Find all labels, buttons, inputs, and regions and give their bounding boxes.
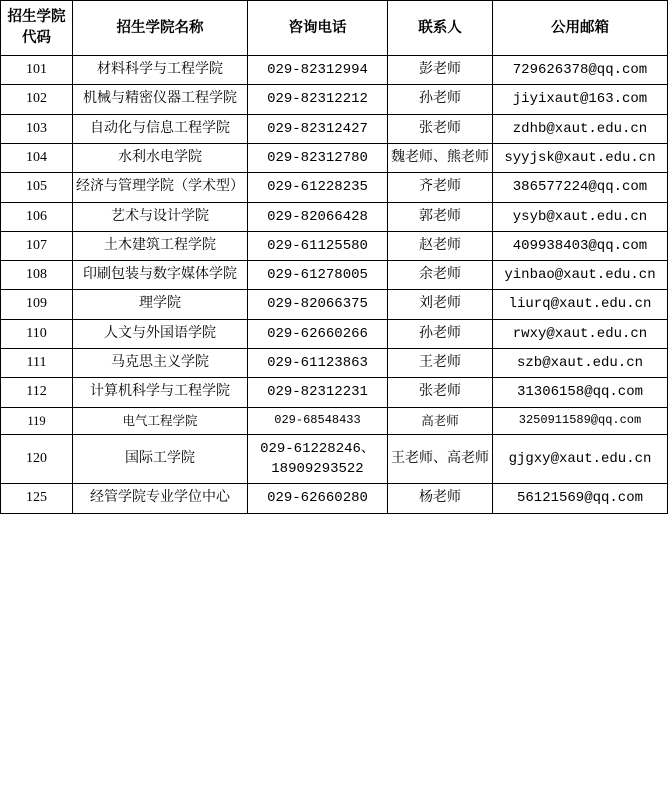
cell-college-name: 材料科学与工程学院 [73, 56, 248, 85]
cell-college-name: 电气工程学院 [73, 407, 248, 434]
cell-phone: 029-82312780 [248, 143, 388, 172]
cell-email: syyjsk@xaut.edu.cn [493, 143, 668, 172]
cell-college-code: 101 [1, 56, 73, 85]
table-row [1, 231, 668, 260]
cell-college-code: 119 [1, 407, 73, 434]
cell-phone: 029-61228235 [248, 173, 388, 202]
cell-email: zdhb@xaut.edu.cn [493, 114, 668, 143]
cell-phone: 029-62660280 [248, 484, 388, 513]
cell-college-name: 机械与精密仪器工程学院 [73, 85, 248, 114]
cell-college-name: 国际工学院 [73, 434, 248, 484]
cell-contact-person: 余老师 [388, 261, 493, 290]
table-row [1, 114, 668, 143]
cell-contact-person: 彭老师 [388, 56, 493, 85]
cell-college-code: 109 [1, 290, 73, 319]
cell-email: rwxy@xaut.edu.cn [493, 319, 668, 348]
cell-contact-person: 郭老师 [388, 202, 493, 231]
cell-email: 729626378@qq.com [493, 56, 668, 85]
cell-college-name: 经管学院专业学位中心 [73, 484, 248, 513]
column-header-phone: 咨询电话 [248, 1, 388, 56]
cell-phone: 029-82312427 [248, 114, 388, 143]
cell-phone: 029-82312212 [248, 85, 388, 114]
cell-email: szb@xaut.edu.cn [493, 349, 668, 378]
cell-email: 386577224@qq.com [493, 173, 668, 202]
cell-college-name: 土木建筑工程学院 [73, 231, 248, 260]
table-row [1, 349, 668, 378]
column-header-email: 公用邮箱 [493, 1, 668, 56]
table-row [1, 378, 668, 407]
table-row [1, 290, 668, 319]
cell-college-name: 计算机科学与工程学院 [73, 378, 248, 407]
cell-contact-person: 张老师 [388, 114, 493, 143]
cell-college-code: 120 [1, 434, 73, 484]
cell-college-code: 105 [1, 173, 73, 202]
table-row [1, 56, 668, 85]
cell-college-code: 125 [1, 484, 73, 513]
cell-college-code: 107 [1, 231, 73, 260]
cell-phone: 029-61125580 [248, 231, 388, 260]
cell-phone: 029-61123863 [248, 349, 388, 378]
cell-college-code: 112 [1, 378, 73, 407]
cell-contact-person: 杨老师 [388, 484, 493, 513]
cell-contact-person: 高老师 [388, 407, 493, 434]
table-row [1, 484, 668, 513]
column-header-contact-person: 联系人 [388, 1, 493, 56]
cell-email: 56121569@qq.com [493, 484, 668, 513]
table-row [1, 261, 668, 290]
table-row [1, 173, 668, 202]
table-row [1, 85, 668, 114]
cell-email: ysyb@xaut.edu.cn [493, 202, 668, 231]
table-row [1, 319, 668, 348]
cell-phone: 029-61278005 [248, 261, 388, 290]
cell-college-name: 自动化与信息工程学院 [73, 114, 248, 143]
cell-phone: 029-82066428 [248, 202, 388, 231]
table-row [1, 434, 668, 484]
cell-college-name: 人文与外国语学院 [73, 319, 248, 348]
cell-contact-person: 王老师、高老师 [388, 434, 493, 484]
cell-college-code: 106 [1, 202, 73, 231]
cell-contact-person: 张老师 [388, 378, 493, 407]
cell-phone: 029-82066375 [248, 290, 388, 319]
cell-contact-person: 孙老师 [388, 319, 493, 348]
cell-college-code: 103 [1, 114, 73, 143]
cell-email: 409938403@qq.com [493, 231, 668, 260]
column-header-college-name: 招生学院名称 [73, 1, 248, 56]
table-body [1, 56, 668, 514]
cell-phone: 029-82312994 [248, 56, 388, 85]
table-row [1, 407, 668, 434]
cell-contact-person: 刘老师 [388, 290, 493, 319]
cell-college-code: 108 [1, 261, 73, 290]
cell-college-code: 104 [1, 143, 73, 172]
cell-contact-person: 赵老师 [388, 231, 493, 260]
cell-contact-person: 王老师 [388, 349, 493, 378]
cell-email: 3250911589@qq.com [493, 407, 668, 434]
cell-college-code: 102 [1, 85, 73, 114]
table-header-row [1, 1, 668, 56]
cell-college-name: 艺术与设计学院 [73, 202, 248, 231]
cell-phone: 029-61228246、18909293522 [248, 434, 388, 484]
cell-email: yinbao@xaut.edu.cn [493, 261, 668, 290]
table-row [1, 202, 668, 231]
cell-college-name: 理学院 [73, 290, 248, 319]
table-header [1, 1, 668, 56]
cell-college-name: 印刷包装与数字媒体学院 [73, 261, 248, 290]
cell-contact-person: 孙老师 [388, 85, 493, 114]
cell-email: 31306158@qq.com [493, 378, 668, 407]
column-header-college-code: 招生学院代码 [1, 1, 73, 56]
cell-college-code: 111 [1, 349, 73, 378]
cell-contact-person: 魏老师、熊老师 [388, 143, 493, 172]
cell-email: gjgxy@xaut.edu.cn [493, 434, 668, 484]
cell-college-code: 110 [1, 319, 73, 348]
cell-college-name: 马克思主义学院 [73, 349, 248, 378]
cell-phone: 029-82312231 [248, 378, 388, 407]
cell-phone: 029-62660266 [248, 319, 388, 348]
cell-phone: 029-68548433 [248, 407, 388, 434]
cell-college-name: 经济与管理学院（学术型） [73, 173, 248, 202]
cell-email: jiyixaut@163.com [493, 85, 668, 114]
table-row [1, 143, 668, 172]
cell-email: liurq@xaut.edu.cn [493, 290, 668, 319]
cell-college-name: 水利水电学院 [73, 143, 248, 172]
cell-contact-person: 齐老师 [388, 173, 493, 202]
